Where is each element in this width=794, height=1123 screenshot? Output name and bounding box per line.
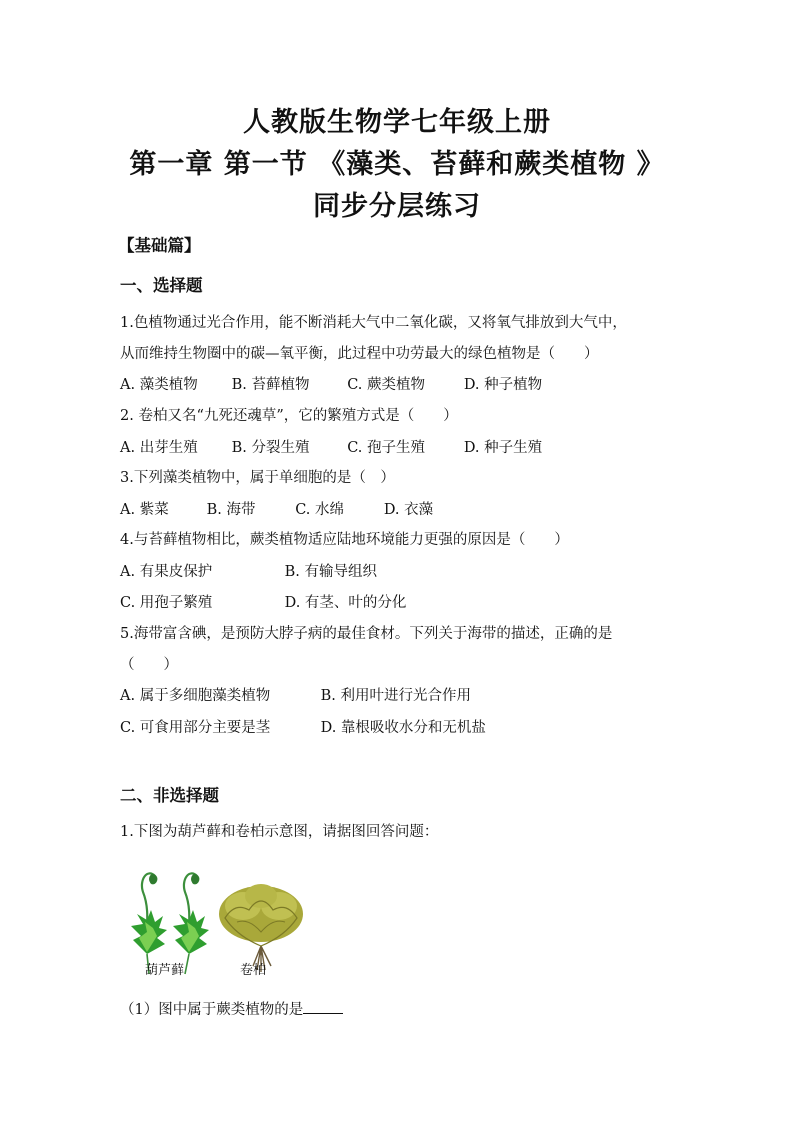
q5-option-b: B. 利用叶进行光合作用 [320,688,471,704]
q5-option-d: D. 靠根吸收水分和无机盐 [320,720,486,736]
q4-options-row2 [120,591,406,612]
q4-option-c: C. 用孢子繁殖 [120,595,213,611]
q4-option-a: A. 有果皮保护 [120,564,213,580]
q5-option-a: A. 属于多细胞藻类植物 [120,688,271,704]
q5-option-c: C. 可食用部分主要是茎 [120,720,271,736]
caption-selaginella: 卷柏 [240,963,267,978]
q5-line1: 5.海带富含碘，是预防大脖子病的最佳食材。下列关于海带的描述，正确的是 [120,626,613,642]
q4-text: 4.与苔藓植物相比，蕨类植物适应陆地环境能力更强的原因是（ ） [120,532,569,548]
q3-option-a: A. 紫菜 [120,502,169,518]
q5-options-row1 [120,684,471,705]
document-title-line2: 第一章 第一节 《藻类、苔藓和蕨类植物 》 [129,149,665,180]
q3-options [120,498,433,519]
part2-q1-sub1 [120,998,343,1019]
document-title-line3: 同步分层练习 [313,191,481,222]
section-basic-heading: 【基础篇】 [118,236,201,255]
q2-option-c: C. 孢子生殖 [347,440,426,456]
caption-moss: 葫芦藓 [145,963,185,978]
answer-blank[interactable] [303,1001,343,1014]
q1-line1: 1.色植物通过光合作用，能不断消耗大气中二氧化碳，又将氧气排放到大气中， [120,315,627,331]
q2-option-d: D. 种子生殖 [463,440,543,456]
q1-option-a: A. 藻类植物 [120,377,198,393]
part2-heading: 二、非选择题 [120,786,219,805]
q2-option-b: B. 分裂生殖 [231,440,310,456]
q4-option-d: D. 有茎、叶的分化 [284,595,407,611]
part2-q1-text: 1.下图为葫芦藓和卷柏示意图，请据图回答问题： [120,824,439,840]
q5-line2: （ ） [120,657,178,673]
q1-line2: 从而维持生物圈中的碳—氧平衡，此过程中功劳最大的绿色植物是（ ） [120,346,599,362]
q2-option-a: A. 出芽生殖 [120,440,198,456]
q1-option-c: C. 蕨类植物 [347,377,426,393]
document-title-line1: 人教版生物学七年级上册 [243,107,551,138]
q3-option-d: D. 衣藻 [383,502,434,518]
q2-options [120,436,542,457]
q1-options [120,373,542,394]
q4-option-b: B. 有输导组织 [284,564,377,580]
q2-text: 2. 卷柏又名“九死还魂草”，它的繁殖方式是（ ） [120,408,458,424]
q4-options-row1 [120,560,377,581]
q1-option-d: D. 种子植物 [463,377,543,393]
q1-option-b: B. 苔藓植物 [231,377,310,393]
part1-heading: 一、选择题 [120,276,203,295]
q5-options-row2 [120,716,486,737]
q3-option-b: B. 海带 [206,502,256,518]
sub1-text: （1）图中属于蕨类植物的是 [120,1002,304,1018]
q3-option-c: C. 水绵 [295,502,345,518]
q3-text: 3.下列藻类植物中，属于单细胞的是（ ） [120,470,395,486]
